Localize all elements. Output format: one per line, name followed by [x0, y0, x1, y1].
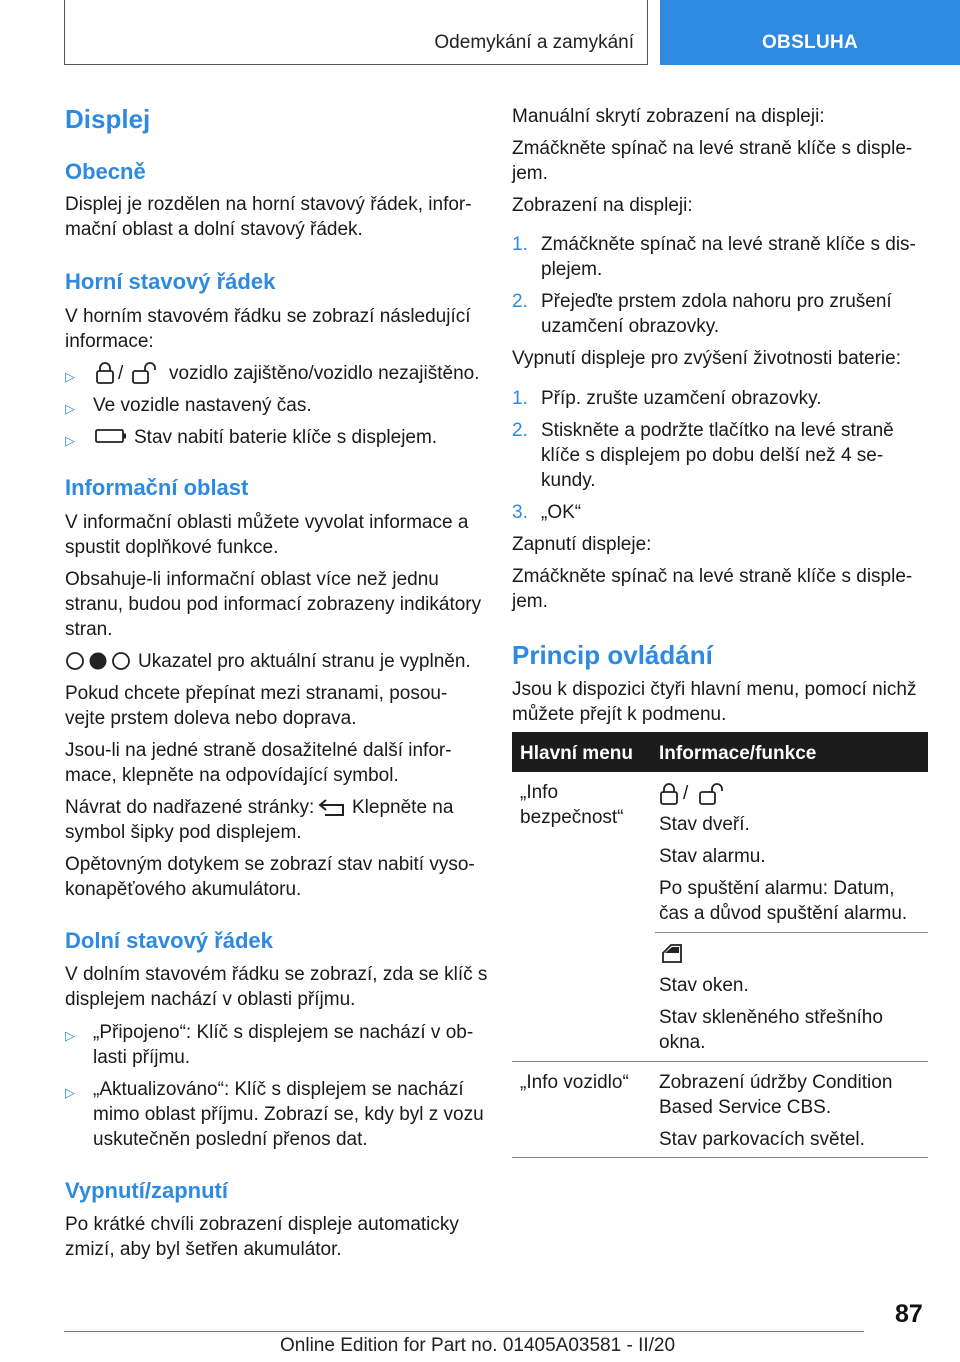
page-indicator-icon — [65, 651, 131, 671]
bullet-marker: ▷ — [65, 401, 75, 416]
info-p4-line-1: Pokud chcete přepínat mezi stranami, posou- — [65, 683, 448, 704]
info-p6-b: Klepněte na — [352, 797, 454, 818]
manual-p3: Zobrazení na displeji: — [512, 195, 693, 216]
heading-obecne: Obecně — [65, 159, 146, 184]
princip-line-2: můžete přejít k podmenu. — [512, 704, 727, 725]
bullet-marker: ▷ — [65, 433, 75, 448]
back-arrow-icon — [317, 798, 347, 818]
table-header-info: Informace/funkce — [659, 743, 817, 764]
page-title: Displej — [65, 104, 151, 134]
info-p6-c: symbol šipky pod displejem. — [65, 822, 302, 843]
table-header-menu: Hlavní menu — [520, 743, 633, 764]
header-tab-label: OBSLUHA — [761, 32, 859, 53]
horni-line-2: informace: — [65, 331, 154, 352]
horni-bullet-2: Ve vozidle nastavený čas. — [93, 395, 312, 416]
princip-line-1: Jsou k dispozici čtyři hlavní menu, pomocí nichž — [512, 679, 917, 700]
window-icon — [659, 942, 685, 964]
step2-2-line-2: klíče s displejem po dobu delší než 4 se- — [541, 445, 884, 466]
heading-info: Informační oblast — [65, 475, 249, 500]
manual-p1: Manuální skrytí zobrazení na displeji: — [512, 106, 825, 127]
step-number: 3. — [512, 502, 528, 523]
info-p3: Ukazatel pro aktuální stranu je vyplněn. — [138, 651, 471, 672]
row1-info-4: čas a důvod spuštění alarmu. — [659, 903, 908, 924]
heading-princip: Princip ovládání — [512, 640, 713, 670]
lock-closed-icon — [659, 783, 679, 805]
step-number: 1. — [512, 388, 528, 409]
obecne-line-2: mační oblast a dolní stavový řádek. — [65, 219, 363, 240]
step-number: 2. — [512, 420, 528, 441]
dolni-b2-line-3: uskutečněn poslední přenos dat. — [93, 1129, 368, 1150]
row2-info-3: Stav parkovacích světel. — [659, 1129, 865, 1150]
info-p6-a: Návrat do nadřazené stránky: — [65, 797, 315, 818]
footer-divider — [64, 1331, 864, 1332]
row1-menu-line-2: bezpečnost“ — [520, 807, 624, 828]
step-number: 2. — [512, 291, 528, 312]
dolni-line-1: V dolním stavovém řádku se zobrazí, zda se klíč s — [65, 964, 488, 985]
info-p5-line-2: mace, klepněte na odpovídající symbol. — [65, 765, 399, 786]
vypnuti-line-1: Po krátké chvíli zobrazení displeje automaticky — [65, 1214, 459, 1235]
row1-info-1: Stav dveří. — [659, 814, 750, 835]
footer-edition: Online Edition for Part no. 01405A03581 - II/20 — [280, 1335, 676, 1356]
step1-2-line-2: uzamčení obrazovky. — [541, 316, 720, 337]
row1b-info-1: Stav oken. — [659, 975, 749, 996]
step1-1-line-2: plejem. — [541, 259, 603, 280]
bullet-marker: ▷ — [65, 1028, 75, 1043]
horni-line-1: V horním stavovém řádku se zobrazí následující — [65, 306, 471, 327]
bullet-marker: ▷ — [65, 1085, 75, 1100]
lock-separator: / — [118, 363, 124, 384]
row-divider — [655, 932, 928, 933]
vypnuti-line-2: zmizí, aby byl šetřen akumulátor. — [65, 1239, 342, 1260]
step2-3: „OK“ — [541, 502, 582, 523]
info-p2-line-1: Obsahuje-li informační oblast více než jednu — [65, 569, 439, 590]
row1-menu-line-1: „Info — [520, 782, 559, 803]
manual-p2-line-2: jem. — [512, 163, 548, 184]
row1-info-3: Po spuštění alarmu: Datum, — [659, 878, 895, 899]
info-p7-line-2: konapěťového akumulátoru. — [65, 879, 302, 900]
heading-vypnuti: Vypnutí/zapnutí — [65, 1178, 228, 1203]
row2-info-1: Zobrazení údržby Condition — [659, 1072, 893, 1093]
bullet-marker: ▷ — [65, 369, 75, 384]
row1-separator: / — [683, 783, 689, 804]
dolni-b1-line-2: lasti příjmu. — [93, 1047, 191, 1068]
info-p5-line-1: Jsou-li na jedné straně dosažitelné další infor- — [65, 740, 452, 761]
page-number: 87 — [895, 1300, 923, 1328]
dolni-b2-line-1: „Aktualizováno“: Klíč s displejem se nachází — [93, 1079, 464, 1100]
lock-open-icon — [131, 362, 157, 384]
manual-p2-line-1: Zmáčkněte spínač na levé straně klíče s disple- — [512, 138, 913, 159]
step2-2-line-1: Stiskněte a podržte tlačítko na levé straně — [541, 420, 894, 441]
zapnuti-p2-line-2: jem. — [512, 591, 548, 612]
dolni-b2-line-2: mimo oblast příjmu. Zobrazí se, kdy byl z vozu — [93, 1104, 484, 1125]
horni-bullet-3: Stav nabití baterie klíče s displejem. — [134, 427, 438, 448]
row1b-info-2: Stav skleněného střešního — [659, 1007, 883, 1028]
info-p1-line-1: V informační oblasti můžete vyvolat informace a — [65, 512, 469, 533]
zapnuti-p2-line-1: Zmáčkněte spínač na levé straně klíče s disple- — [512, 566, 913, 587]
dolni-b1-line-1: „Připojeno“: Klíč s displejem se nachází v ob- — [93, 1022, 474, 1043]
row1b-info-3: okna. — [659, 1032, 706, 1053]
vypnuti-baterie: Vypnutí displeje pro zvýšení životnosti baterie: — [512, 348, 901, 369]
step2-2-line-3: kundy. — [541, 470, 596, 491]
step-number: 1. — [512, 234, 528, 255]
row-divider — [512, 1061, 928, 1062]
heading-horni: Horní stavový řádek — [65, 269, 276, 294]
lock-closed-icon — [95, 362, 115, 384]
step1-2-line-1: Přejeďte prstem zdola nahoru pro zrušení — [541, 291, 892, 312]
info-p4-line-2: vejte prstem doleva nebo doprava. — [65, 708, 357, 729]
battery-icon — [95, 428, 127, 444]
info-p2-line-3: stran. — [65, 619, 113, 640]
info-p1-line-2: spustit doplňkové funkce. — [65, 537, 279, 558]
obecne-line-1: Displej je rozdělen na horní stavový řádek, infor- — [65, 194, 472, 215]
row2-info-2: Based Service CBS. — [659, 1097, 832, 1118]
horni-bullet-1: vozidlo zajištěno/vozidlo nezajištěno. — [169, 363, 480, 384]
row1-info-2: Stav alarmu. — [659, 846, 766, 867]
lock-open-icon — [698, 783, 724, 805]
step2-1: Příp. zrušte uzamčení obrazovky. — [541, 388, 822, 409]
row2-menu: „Info vozidlo“ — [520, 1072, 629, 1093]
dolni-line-2: displejem nachází v oblasti příjmu. — [65, 989, 356, 1010]
table-header — [512, 732, 928, 772]
header-section-title: Odemykání a zamykání — [434, 32, 634, 53]
zapnuti-p1: Zapnutí displeje: — [512, 534, 652, 555]
step1-1-line-1: Zmáčkněte spínač na levé straně klíče s dis- — [541, 234, 916, 255]
heading-dolni: Dolní stavový řádek — [65, 928, 273, 953]
info-p7-line-1: Opětovným dotykem se zobrazí stav nabití vyso- — [65, 854, 475, 875]
row-divider — [512, 1157, 928, 1158]
info-p2-line-2: stranu, budou pod informací zobrazeny indikátory — [65, 594, 482, 615]
header-tab[interactable] — [660, 0, 960, 65]
